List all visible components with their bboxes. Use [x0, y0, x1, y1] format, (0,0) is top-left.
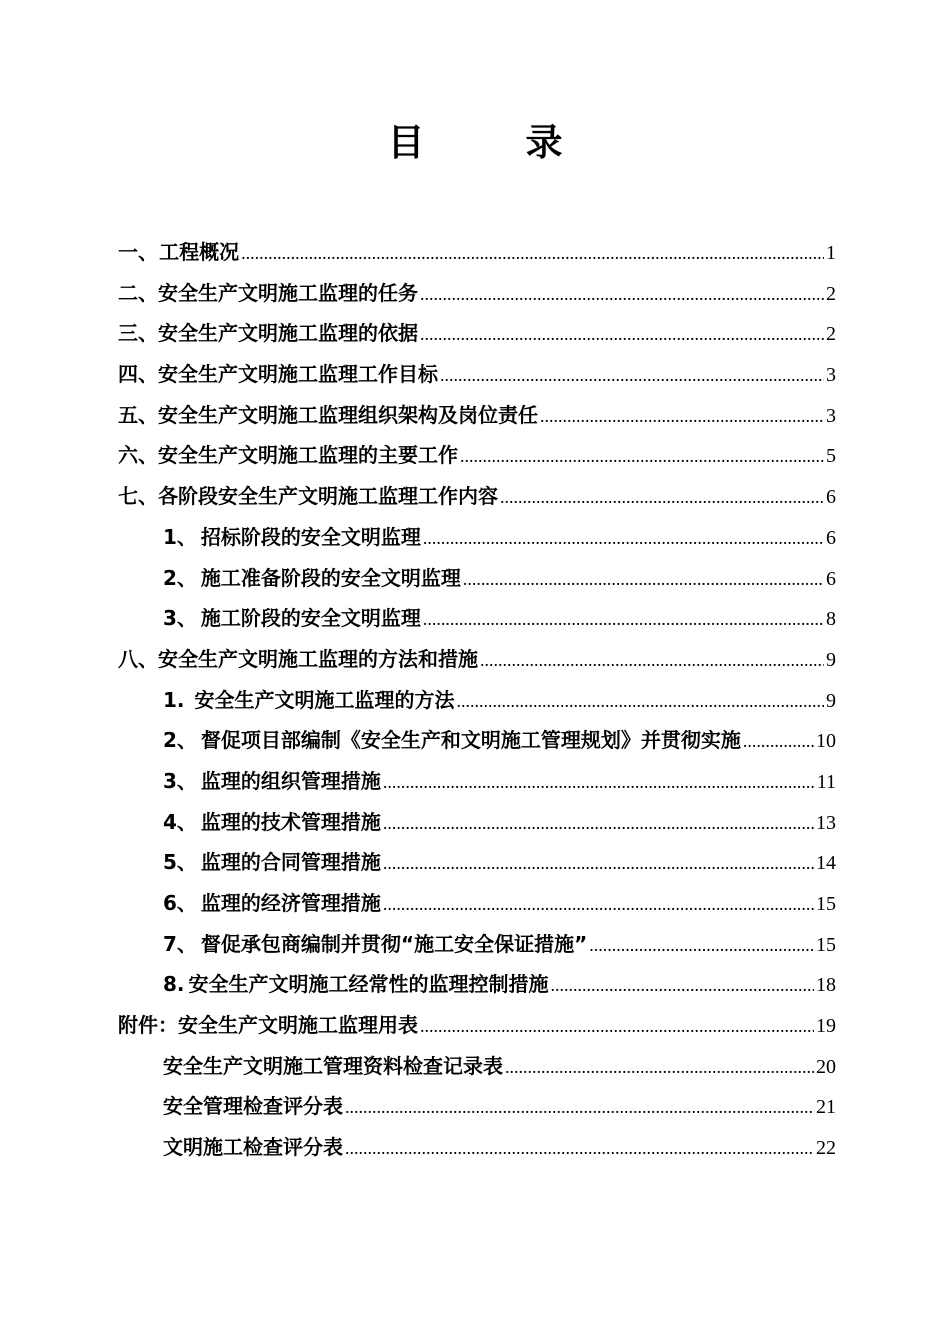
toc-subentry[interactable]	[118, 964, 836, 1005]
toc-entry-title: 施工准备阶段的安全文明监理	[200, 565, 461, 590]
toc-entry-number: 四、	[118, 362, 158, 387]
toc-page-number: 8	[826, 608, 836, 631]
toc-subentry[interactable]	[118, 598, 836, 639]
toc-dot-leader	[383, 762, 815, 803]
toc-entry-title: 安全生产文明施工监理的主要工作	[158, 443, 458, 468]
toc-dot-leader	[460, 436, 824, 477]
toc-subentry[interactable]	[118, 1127, 836, 1168]
toc-page-number: 19	[816, 1015, 836, 1038]
toc-entry-title: 监理的经济管理措施	[200, 891, 381, 915]
toc-dot-leader	[345, 1128, 814, 1169]
toc-entry-title: 安全生产文明施工管理资料检查记录表	[163, 1053, 503, 1078]
toc-subentry[interactable]	[118, 720, 836, 761]
toc-entry-title: 附件：安全生产文明施工监理用表	[118, 1013, 418, 1038]
toc-entry-title: 安全生产文明施工监理组织架构及岗位责任	[158, 402, 538, 427]
toc-subentry[interactable]	[118, 517, 836, 558]
table-of-contents	[118, 232, 836, 1168]
toc-dot-leader	[505, 1047, 814, 1088]
toc-dot-leader	[551, 965, 814, 1006]
toc-entry-appendix[interactable]	[118, 1005, 836, 1046]
toc-entry-title: 施工阶段的安全文明监理	[200, 606, 421, 631]
toc-entry-title: 各阶段安全生产文明施工监理工作内容	[158, 484, 498, 509]
toc-page-number: 22	[816, 1137, 836, 1160]
toc-dot-leader	[500, 477, 824, 518]
toc-entry-number: 1.	[163, 687, 185, 712]
toc-entry-number: 一、	[118, 240, 158, 264]
toc-entry[interactable]	[118, 435, 836, 476]
toc-page-number: 3	[826, 364, 836, 387]
toc-entry[interactable]	[118, 354, 836, 395]
toc-dot-leader	[420, 1006, 814, 1047]
toc-dot-leader	[423, 599, 824, 640]
toc-dot-leader	[457, 681, 824, 722]
toc-dot-leader	[420, 274, 824, 315]
toc-subentry[interactable]	[118, 883, 836, 924]
toc-entry-title: 文明施工检查评分表	[163, 1135, 343, 1160]
toc-entry-number: 五、	[118, 402, 158, 427]
toc-page-number: 2	[826, 323, 836, 346]
toc-page-number: 9	[826, 648, 836, 671]
toc-page-number: 2	[826, 282, 836, 305]
toc-entry[interactable]	[118, 395, 836, 436]
toc-entry-number: 7、	[163, 931, 197, 956]
toc-entry-title: 安全生产文明施工监理工作目标	[158, 362, 438, 387]
toc-entry-number: 七、	[118, 484, 158, 509]
toc-entry-title: 安全生产文明施工监理的依据	[158, 321, 418, 346]
toc-page-number: 13	[816, 811, 836, 834]
toc-entry-number: 二、	[118, 280, 158, 305]
toc-dot-leader	[463, 559, 824, 600]
toc-entry-number: 六、	[118, 443, 158, 468]
toc-subentry[interactable]	[118, 924, 836, 965]
toc-dot-leader	[345, 1087, 814, 1128]
toc-subentry[interactable]	[118, 842, 836, 883]
toc-page-number: 6	[826, 486, 836, 509]
toc-entry-number: 1、	[163, 524, 197, 549]
toc-page-number: 20	[816, 1055, 836, 1078]
toc-page-number: 15	[816, 893, 836, 915]
toc-entry-number: 八、	[118, 646, 158, 671]
toc-dot-leader	[743, 721, 814, 762]
toc-dot-leader	[420, 314, 824, 355]
toc-page-number: 6	[826, 526, 836, 549]
toc-entry-title: 安全生产文明施工监理的方法	[194, 687, 455, 712]
toc-entry-title: 监理的技术管理措施	[200, 809, 381, 834]
toc-entry-number: 8.	[163, 972, 185, 997]
toc-dot-leader	[540, 396, 824, 437]
toc-entry-title: 安全生产文明施工监理的方法和措施	[158, 646, 478, 671]
toc-page-number: 14	[816, 852, 836, 875]
toc-page-number: 11	[816, 770, 836, 793]
toc-entry[interactable]	[118, 639, 836, 680]
toc-dot-leader	[383, 803, 814, 844]
toc-dot-leader	[241, 233, 824, 274]
toc-entry-title: 安全生产文明施工经常性的监理控制措施	[188, 972, 549, 997]
toc-dot-leader	[383, 884, 814, 925]
toc-entry-title: 督促项目部编制《安全生产和文明施工管理规划》并贯彻实施	[200, 728, 741, 753]
toc-subentry[interactable]	[118, 1046, 836, 1087]
toc-entry-title: 安全管理检查评分表	[163, 1094, 343, 1119]
toc-entry-number: 4、	[163, 809, 197, 834]
page-title: 目 录	[387, 121, 595, 164]
toc-page-number: 9	[826, 689, 836, 712]
toc-dot-leader	[589, 925, 814, 966]
toc-entry-title: 工程概况	[159, 240, 240, 264]
toc-entry-title: 安全生产文明施工监理的任务	[158, 280, 418, 305]
toc-page-number: 15	[816, 933, 836, 956]
toc-entry-number: 三、	[118, 321, 158, 346]
toc-entry[interactable]	[118, 476, 836, 517]
toc-subentry[interactable]	[118, 558, 836, 599]
toc-subentry[interactable]	[118, 680, 836, 721]
toc-entry-number: 2、	[163, 728, 197, 753]
toc-entry-title: 监理的组织管理措施	[200, 768, 381, 793]
toc-page-number: 10	[816, 730, 836, 753]
toc-entry-number: 3、	[163, 606, 197, 631]
toc-dot-leader	[480, 640, 824, 681]
toc-page-number: 1	[826, 242, 836, 264]
toc-page-number: 5	[826, 445, 836, 468]
toc-entry-title: 监理的合同管理措施	[200, 850, 381, 875]
toc-entry[interactable]	[118, 273, 836, 314]
toc-entry-number: 2、	[163, 565, 197, 590]
toc-page-number: 18	[816, 974, 836, 997]
toc-subentry[interactable]	[118, 1086, 836, 1127]
toc-entry-number: 5、	[163, 850, 197, 875]
toc-dot-leader	[440, 355, 824, 396]
toc-entry-title: 招标阶段的安全文明监理	[200, 524, 421, 549]
toc-subentry[interactable]	[118, 802, 836, 843]
toc-entry-title: 督促承包商编制并贯彻“施工安全保证措施”	[200, 931, 588, 956]
toc-dot-leader	[423, 518, 824, 559]
toc-entry[interactable]	[118, 313, 836, 354]
toc-subentry[interactable]	[118, 761, 836, 802]
toc-page-number: 3	[826, 404, 836, 427]
toc-dot-leader	[383, 843, 814, 884]
toc-entry-number: 3、	[163, 768, 197, 793]
toc-page-number: 6	[826, 567, 836, 590]
toc-entry[interactable]	[118, 232, 836, 273]
toc-page-number: 21	[816, 1096, 836, 1119]
toc-entry-number: 6、	[163, 891, 197, 915]
